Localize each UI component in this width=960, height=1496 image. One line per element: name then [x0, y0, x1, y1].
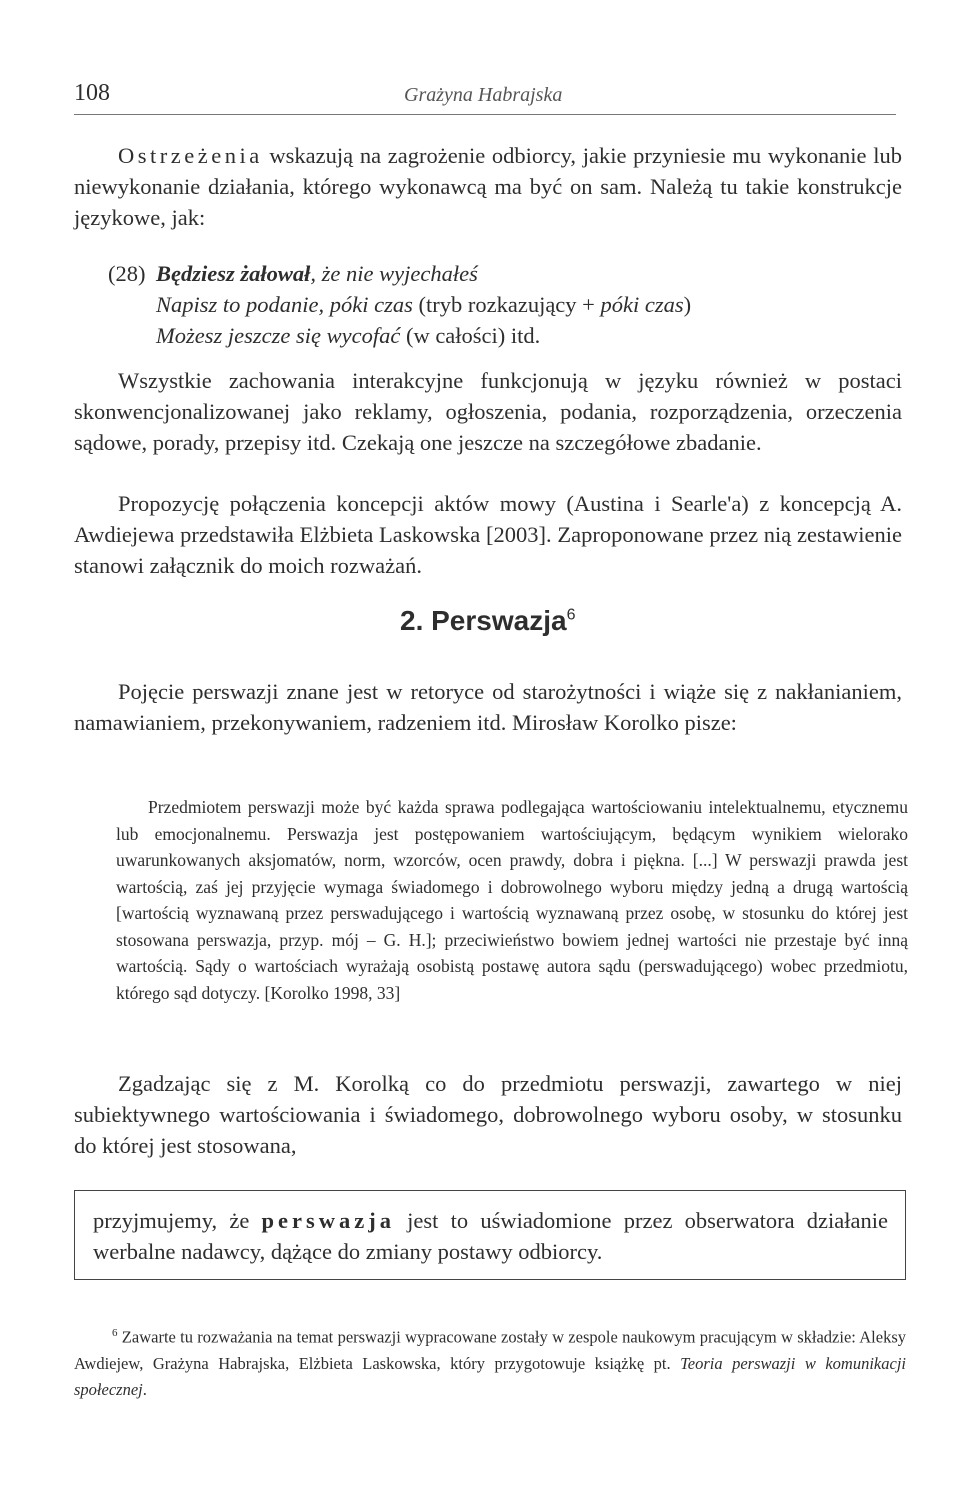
intro-paragraph [74, 140, 902, 233]
example-line-2: Napisz to podanie, póki czas (tryb rozkazujący + póki czas) [156, 292, 692, 317]
footnote-marker: 6 [112, 1327, 118, 1339]
intro-text: wskazują na zagrożenie odbiorcy, jakie przyniesie mu wykonanie lub niewykonanie działania, którego wykonawcą ma być on sam. Należą tu takie konstrukcje językowe, jak: [74, 143, 902, 230]
example-line-1: (28) Będziesz żałował, że nie wyjechałeś [108, 258, 898, 289]
definition-box: przyjmujemy, że perswazja jest to uświadomione przez obserwatora działanie werbalne nadawcy, dążące do zmiany postawy odbiorcy. [74, 1190, 906, 1280]
page-number: 108 [74, 80, 110, 106]
page-header [74, 80, 896, 115]
book-title: Teoria perswazji w komunikacji społecznej [74, 1353, 906, 1399]
example-list [108, 258, 898, 351]
body-paragraph-4: Zgadzając się z M. Korolką co do przedmiotu perswazji, zawartego w niej subiektywnego wartościowania i świadomego, dobrowolnego wyboru osoby, w stosunku do której jest stosowana, [74, 1071, 902, 1158]
body-paragraph-2: Propozycję połączenia koncepcji aktów mowy (Austina i Searle'a) z koncepcją A. Awdiejewa przedstawiła Elżbieta Laskowska [2003]. Zaproponowane przez nią zestawienie stanowi załącznik do moich rozważań. [74, 491, 902, 578]
body-paragraph-1: Wszystkie zachowania interakcyjne funkcjonują w języku również w postaci skonwencjonalizowanej jako reklamy, ogłoszenia, podania, rozporządzenia, orzeczenia sądowe, porady, przepisy itd. Czekają one jeszcze na szczegółowe zbadanie. [74, 368, 902, 455]
running-head: Grażyna Habrajska [404, 84, 563, 106]
section-heading: 2. Perswazja$^6$ [400, 605, 576, 636]
body-paragraph-3: Pojęcie perswazji znane jest w retoryce od starożytności i wiąże się z nakłanianiem, namawianiem, przekonywaniem, radzeniem itd. Mirosław Korolko pisze: [74, 679, 902, 735]
example-number: (28) [108, 261, 146, 286]
block-quote: Przedmiotem perswazji może być każda sprawa podlegająca wartościowaniu intelektualnemu, etycznemu lub emocjonalnemu. Perswazja jest postępowaniem wartościującym, będącym wynikiem wielorako uwarunkowanych aksjomatów, norm, wzorców, ocen prawdy, dobra i piękna. [...] W perswazji prawda jest wartością, zaś jej przyjęcie wymaga świadomego i dobrowolnego wyboru między jedną a drugą wartością [wartością wyznawaną przez perswadującego i wartością wyznawaną przez osobę, w stosunku do której jest stosowana perswazja, przyp. mój – G. H.]; przeciwieństwo bowiem jednej wartości nie przestaje być inną wartością. Sądy o wartościach wyrażają osobistą postawę autora sądu (perswadującego) wobec przedmiotu, którego sąd dotyczy. [Korolko 1998, 33] [116, 797, 908, 1003]
intro-term: Ostrzeżenia [118, 143, 263, 168]
definition-term: perswazja [261, 1208, 395, 1233]
footnote-ref: 6 [566, 606, 576, 624]
footnote: $^6$ Zawarte tu rozważania na temat perswazji wypracowane zostały w zespole naukowym pracującym w składzie: Aleksy Awdiejew, Grażyna Habrajska, Elżbieta Laskowska, który przygotowuje książkę pt. Teoria perswazji w komunikacji społecznej. [74, 1327, 906, 1399]
example-line-3: Możesz jeszcze się wycofać (w całości) itd. [156, 323, 541, 348]
